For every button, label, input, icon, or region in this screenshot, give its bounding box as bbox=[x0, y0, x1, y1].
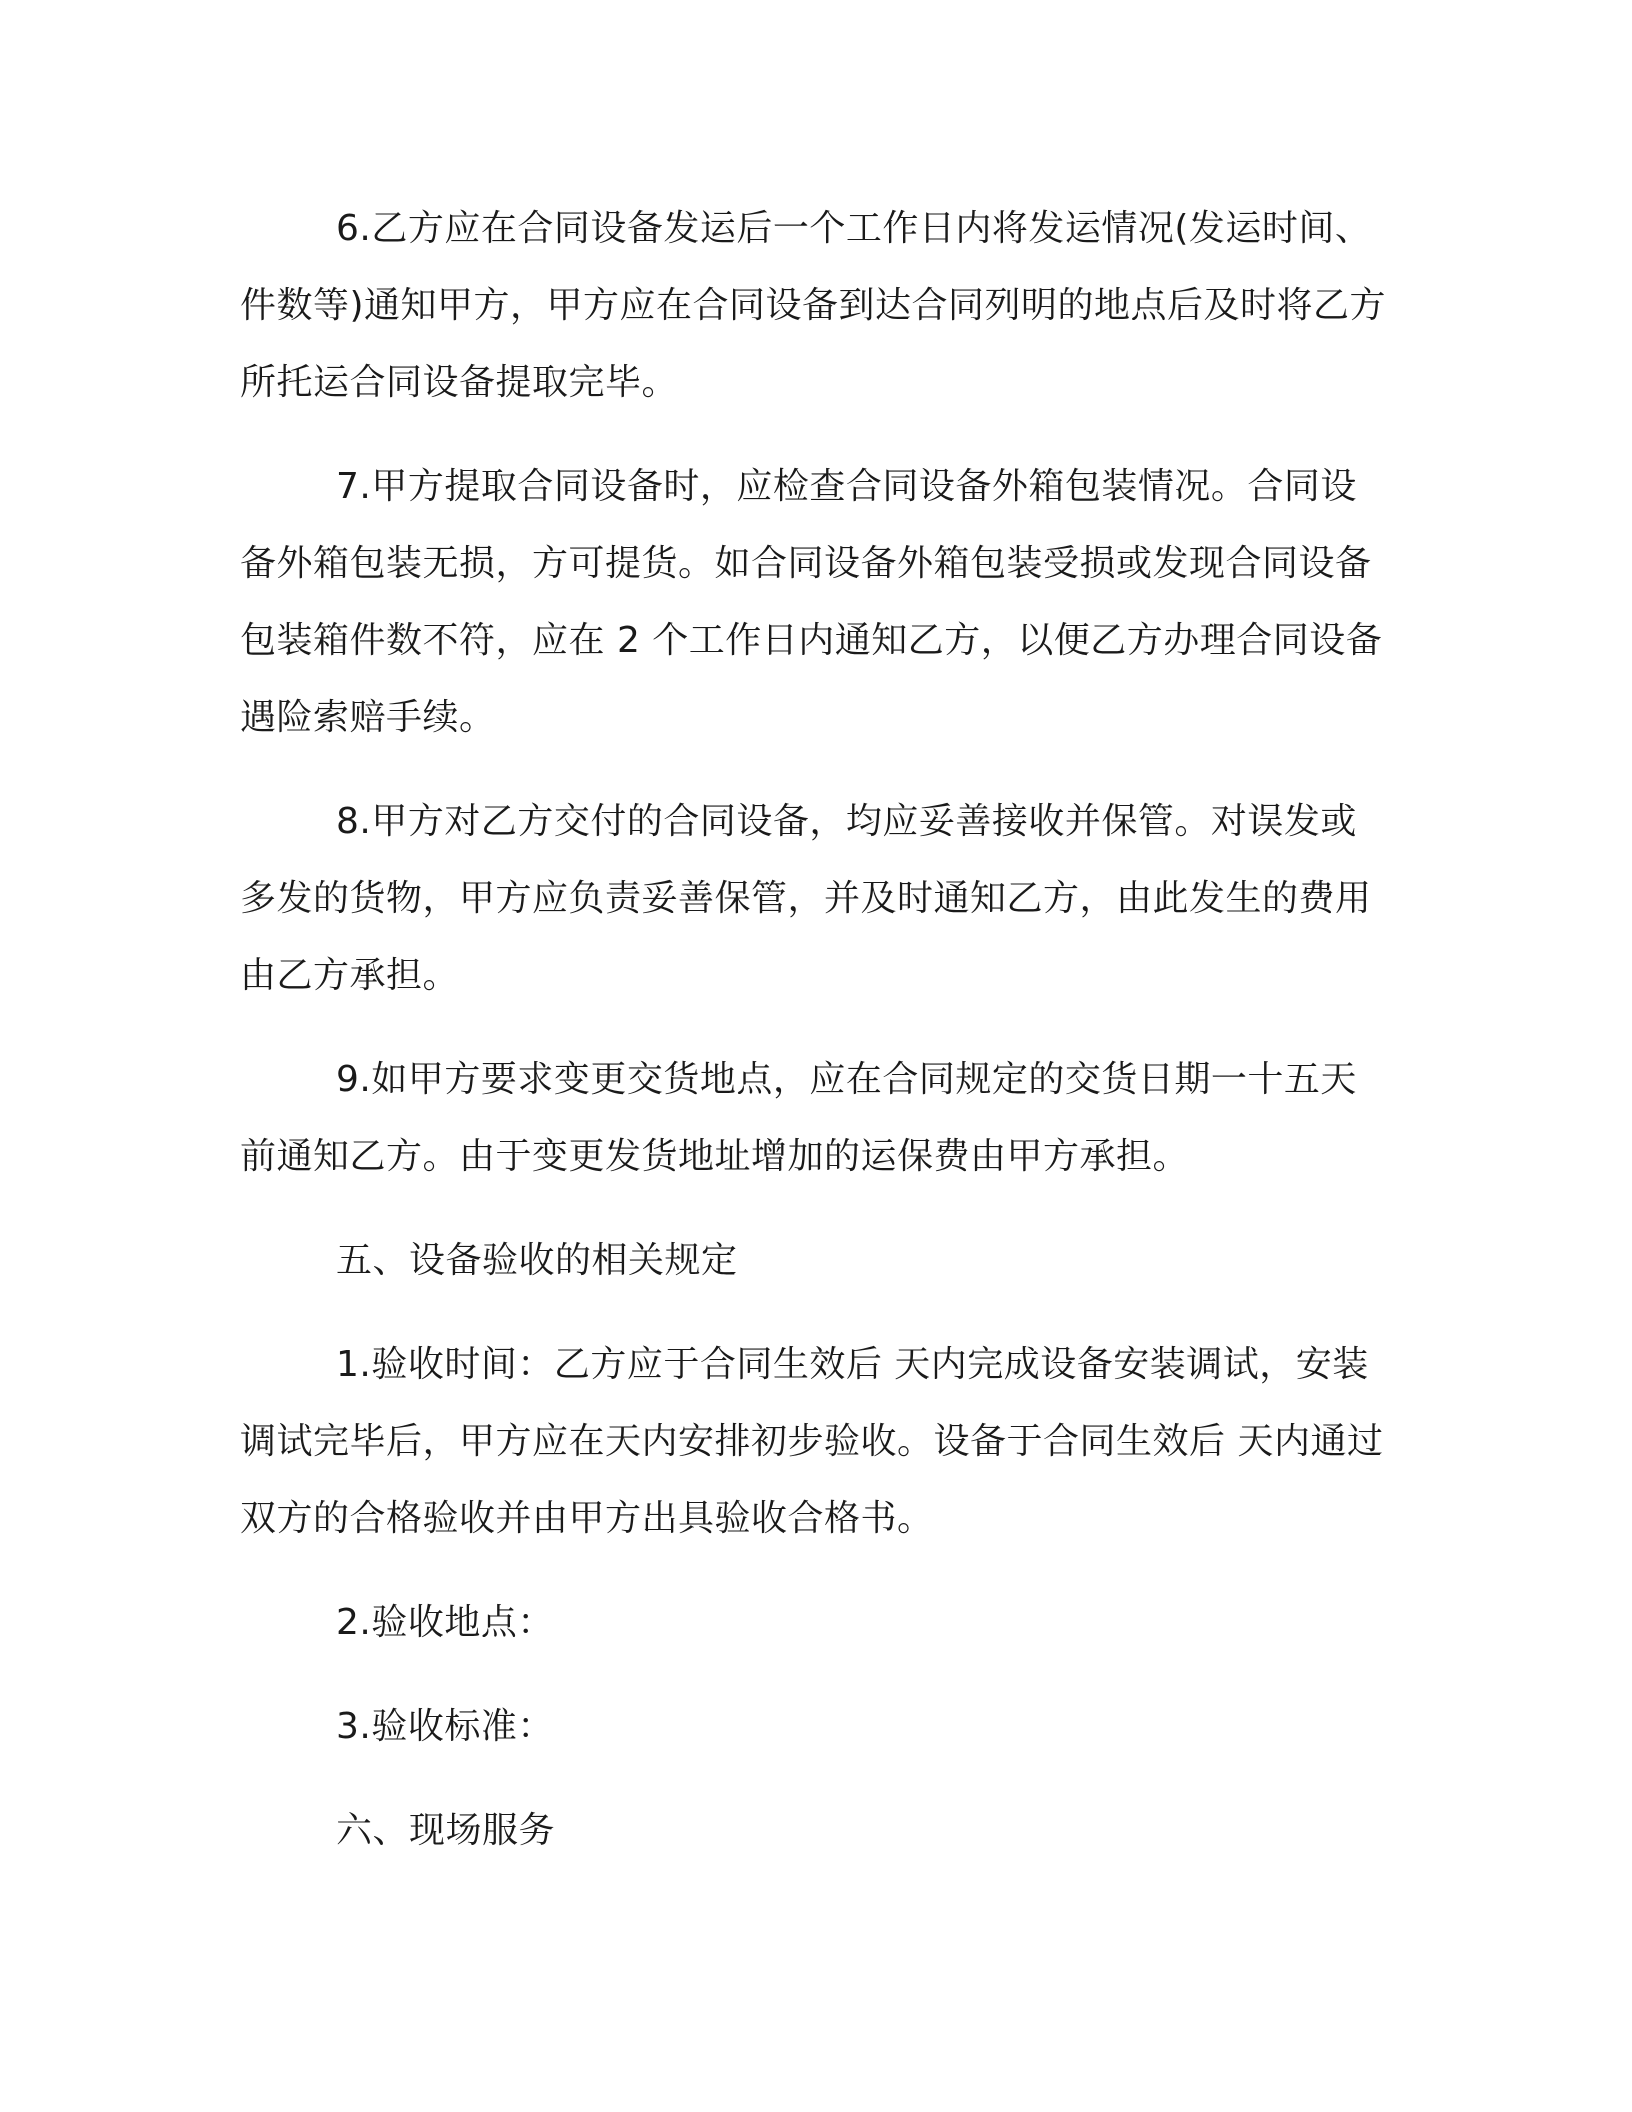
clause-7-paragraph: 7.甲方提取合同设备时，应检查合同设备外箱包装情况。合同设备外箱包装无损，方可提货。如合同设备外箱包装受损或发现合同设备包装箱件数不符，应在 2 个工作日内通知乙方，以便乙方办理合同设备遇险索赔手续。 bbox=[240, 466, 1383, 738]
acceptance-location-paragraph: 2.验收地点： bbox=[336, 1602, 554, 1643]
clause-9-paragraph: 9.如甲方要求变更交货地点，应在合同规定的交货日期一十五天前通知乙方。由于变更发货地址增加的运保费由甲方承担。 bbox=[240, 1059, 1357, 1177]
section-5-heading: 五、设备验收的相关规定 bbox=[336, 1240, 738, 1281]
clause-8-paragraph: 8.甲方对乙方交付的合同设备，均应妥善接收并保管。对误发或多发的货物，甲方应负责妥善保管，并及时通知乙方，由此发生的费用由乙方承担。 bbox=[240, 801, 1372, 996]
acceptance-time-paragraph: 1.验收时间：乙方应于合同生效后 天内完成设备安装调试，安装调试完毕后，甲方应在天内安排初步验收。设备于合同生效后 天内通过双方的合格验收并由甲方出具验收合格书。 bbox=[240, 1344, 1384, 1539]
clause-6-paragraph: 6.乙方应在合同设备发运后一个工作日内将发运情况(发运时间、件数等)通知甲方，甲方应在合同设备到达合同列明的地点后及时将乙方所托运合同设备提取完毕。 bbox=[240, 208, 1387, 403]
document-page bbox=[240, 190, 1390, 1896]
section-6-heading: 六、现场服务 bbox=[336, 1810, 556, 1851]
acceptance-standard-paragraph: 3.验收标准： bbox=[336, 1706, 554, 1747]
